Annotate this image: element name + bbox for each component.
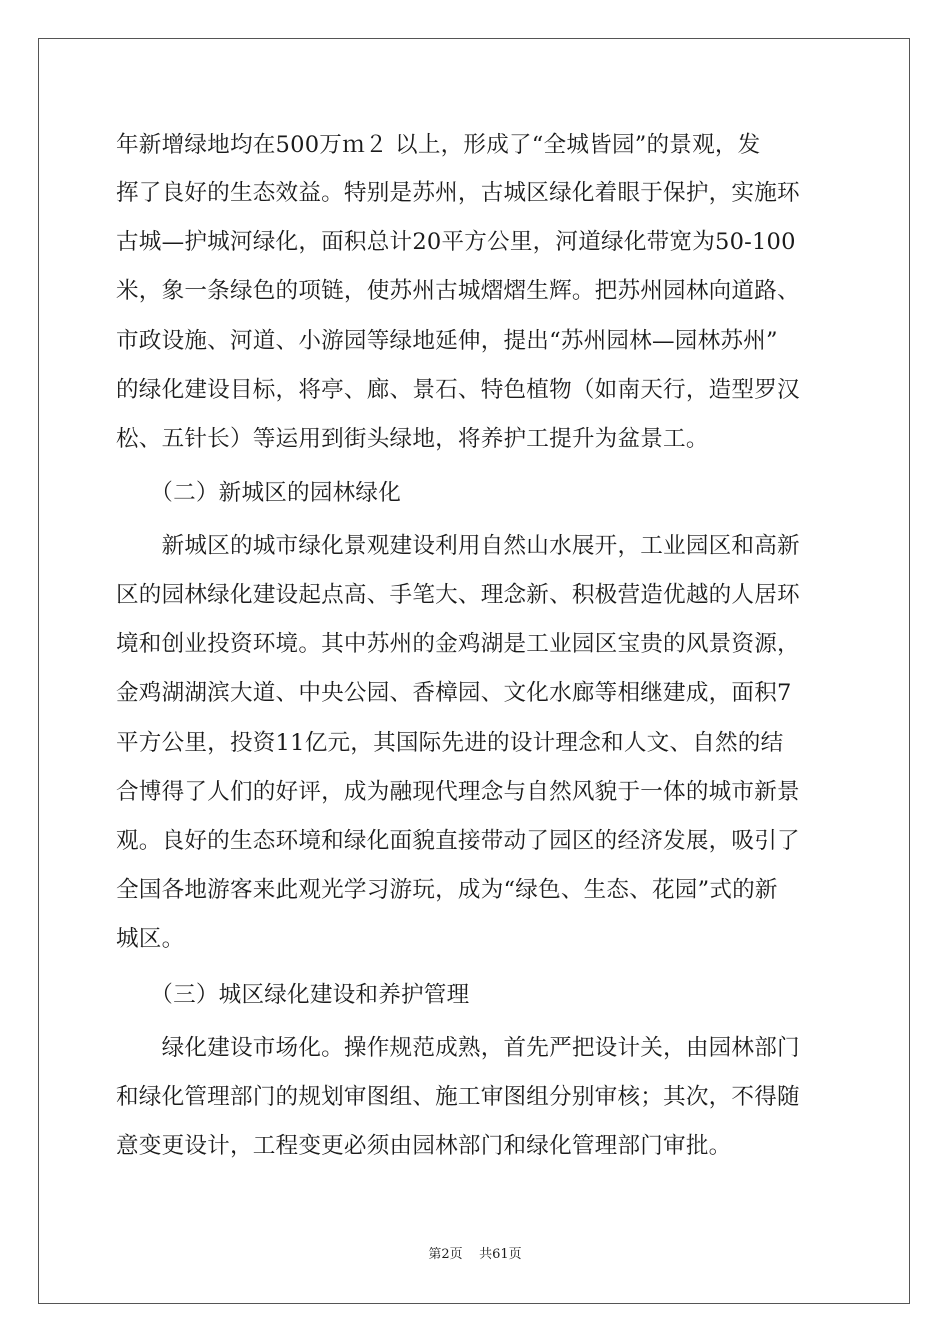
paragraph-line: 意变更设计，工程变更必须由园林部门和绿化管理部门审批。 [116,1133,732,1159]
page-number: 第2页 [428,1247,463,1262]
paragraph-line: 松、五针长）等运用到街头绿地，将养护工提升为盆景工。 [116,426,709,452]
paragraph-line: 境和创业投资环境。其中苏州的金鸡湖是工业园区宝贵的风景资源， [116,631,800,657]
paragraph-line: 的绿化建设目标，将亭、廊、景石、特色植物（如南天行，造型罗汉 [116,377,800,403]
paragraph-line: 金鸡湖湖滨大道、中央公园、香樟园、文化水廊等相继建成，面积7 [116,680,792,706]
paragraph-line: 挥了良好的生态效益。特别是苏州，古城区绿化着眼于保护，实施环 [116,180,800,206]
paragraph-line: 合博得了人们的好评，成为融现代理念与自然风貌于一体的城市新景 [116,779,800,805]
paragraph-line: 市政设施、河道、小游园等绿地延伸，提出“苏州园林—园林苏州” [116,328,778,354]
paragraph-line: 全国各地游客来此观光学习游玩，成为“绿色、生态、花园”式的新 [116,877,778,903]
paragraph-line: 区的园林绿化建设起点高、手笔大、理念新、积极营造优越的人居环 [116,582,800,608]
paragraph-line: 古城—护城河绿化，面积总计20平方公里，河道绿化带宽为50-100 [116,229,796,255]
paragraph-line: 平方公里，投资11亿元，其国际先进的设计理念和人文、自然的结 [116,730,784,756]
paragraph-line: 绿化建设市场化。操作规范成熟，首先严把设计关，由园林部门 [116,1035,800,1061]
paragraph-line: 年新增绿地均在500万ｍ２ 以上，形成了“全城皆园”的景观，发 [116,132,761,158]
section-heading: （二）新城区的园林绿化 [116,480,402,506]
paragraph-line: 新城区的城市绿化景观建设利用自然山水展开，工业园区和高新 [116,533,800,559]
section-heading: （三）城区绿化建设和养护管理 [116,982,470,1008]
paragraph-line: 城区。 [116,926,185,952]
paragraph-line: 观。良好的生态环境和绿化面貌直接带动了园区的经济发展，吸引了 [116,828,800,854]
page-footer [0,1245,950,1265]
paragraph-line: 和绿化管理部门的规划审图组、施工审图组分别审核；其次，不得随 [116,1084,800,1110]
page-total: 共61页 [479,1247,522,1262]
paragraph-line: 米，象一条绿色的项链，使苏州古城熠熠生辉。把苏州园林向道路、 [116,278,800,304]
